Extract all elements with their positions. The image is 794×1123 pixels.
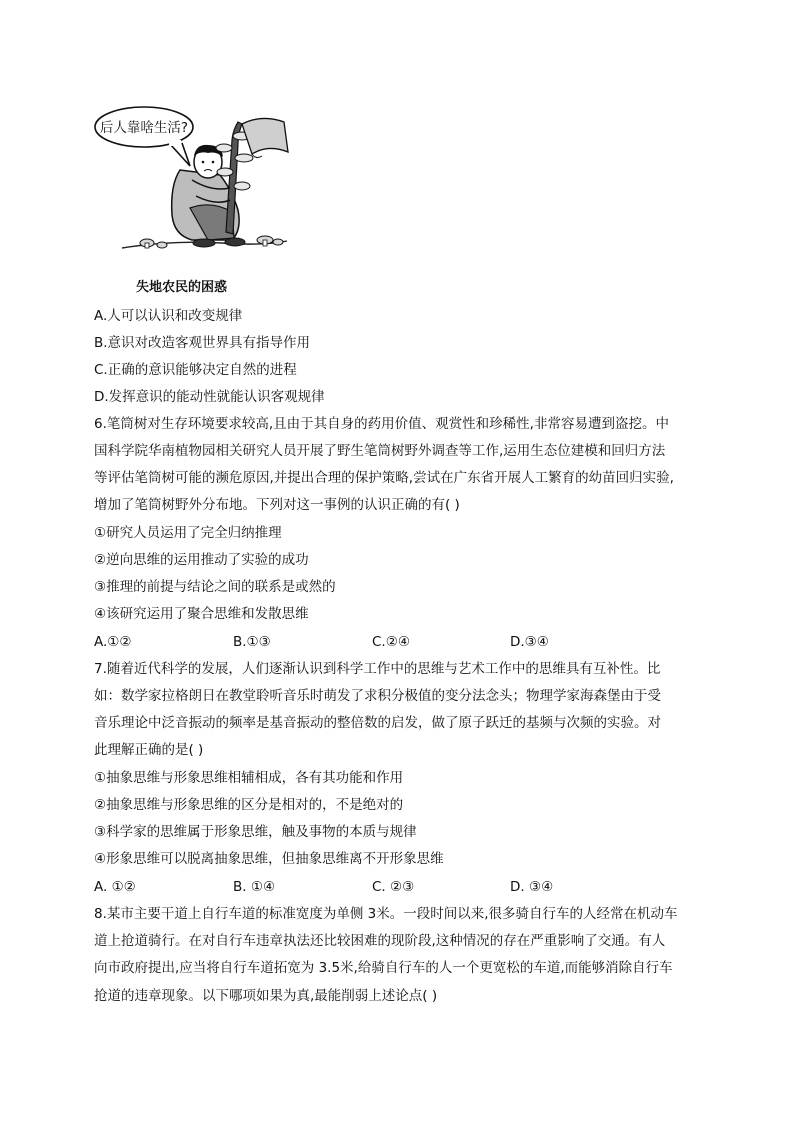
q5-option-b: B.意识对改造客观世界具有指导作用 xyxy=(94,335,311,351)
q6-stem-line: 等评估笔筒树可能的濒危原因,并提出合理的保护策略,尝试在广东省开展人工繁育的幼苗回归实验, xyxy=(94,470,674,486)
q7-option-d: D. ③④ xyxy=(510,879,554,895)
q7-stem-line: 音乐理论中泛音振动的频率是基音振动的整倍数的启发，做了原子跃迁的基频与次频的实验。对 xyxy=(94,715,661,731)
banner-scroll xyxy=(242,118,288,154)
q6-item-4: ④该研究运用了聚合思维和发散思维 xyxy=(94,606,309,622)
q7-answer-options xyxy=(94,877,694,897)
q7-stem-line: 如：数学家拉格朗日在教堂聆听音乐时萌发了求积分极值的变分法念头；物理学家海森堡由于受 xyxy=(94,688,661,704)
q8-stem-line: 道上抢道骑行。在对自行车违章执法还比较困难的现阶段,这种情况的存在严重影响了交通。有人 xyxy=(94,933,666,949)
q6-option-d: D.③④ xyxy=(510,634,549,650)
q5-option-c: C.正确的意识能够决定自然的进程 xyxy=(94,362,297,378)
q8-stem-line: 抢道的违章现象。以下哪项如果为真,最能削弱上述论点( ) xyxy=(94,988,438,1004)
q6-item-2: ②逆向思维的运用推动了实验的成功 xyxy=(94,552,309,568)
q6-option-a: A.①② xyxy=(94,634,132,650)
q6-stem-line: 6.笔筒树对生存环境要求较高,且由于其自身的药用价值、观赏性和珍稀性,非常容易遭到盗挖。中 xyxy=(94,416,669,432)
q7-stem-line: 此理解正确的是( ) xyxy=(94,742,204,758)
q5-option-d: D.发挥意识的能动性就能认识客观规律 xyxy=(94,389,325,405)
figure-caption: 失地农民的困惑 xyxy=(136,280,228,295)
q7-option-c: C. ②③ xyxy=(372,879,415,895)
q7-item-3: ③科学家的思维属于形象思维，触及事物的本质与规律 xyxy=(94,824,417,840)
q6-option-b: B.①③ xyxy=(233,634,271,650)
q6-stem-line: 国科学院华南植物园相关研究人员开展了野生笔筒树野外调查等工作,运用生态位建模和回归方法 xyxy=(94,443,666,459)
q6-item-1: ①研究人员运用了完全归纳推理 xyxy=(94,525,282,541)
cartoon-illustration xyxy=(92,100,302,260)
q6-answer-options xyxy=(94,632,694,652)
q6-item-3: ③推理的前提与结论之间的联系是或然的 xyxy=(94,579,336,595)
q7-stem-line: 7.随着近代科学的发展，人们逐渐认识到科学工作中的思维与艺术工作中的思维具有互补性。比 xyxy=(94,661,661,677)
q7-item-4: ④形象思维可以脱离抽象思维，但抽象思维离不开形象思维 xyxy=(94,851,444,867)
q7-item-1: ①抽象思维与形象思维相辅相成，各有其功能和作用 xyxy=(94,770,404,786)
q6-stem-line: 增加了笔筒树野外分布地。下列对这一事例的认识正确的有( ) xyxy=(94,497,460,513)
q7-option-b: B. ①④ xyxy=(233,879,276,895)
q7-item-2: ②抽象思维与形象思维的区分是相对的，不是绝对的 xyxy=(94,797,404,813)
q5-option-a: A.人可以认识和改变规律 xyxy=(94,308,243,324)
q8-stem-line: 向市政府提出,应当将自行车道拓宽为 3.5米,给骑自行车的人一个更宽松的车道,而能够消除自行车 xyxy=(94,960,673,976)
q7-option-a: A. ①② xyxy=(94,879,136,895)
q6-option-c: C.②④ xyxy=(372,634,410,650)
speech-bubble-text: 后人靠啥生活? xyxy=(99,120,189,136)
q8-stem-line: 8.某市主要干道上自行车道的标准宽度为单侧 3米。一段时间以来,很多骑自行车的人经常在机动车 xyxy=(94,906,678,922)
